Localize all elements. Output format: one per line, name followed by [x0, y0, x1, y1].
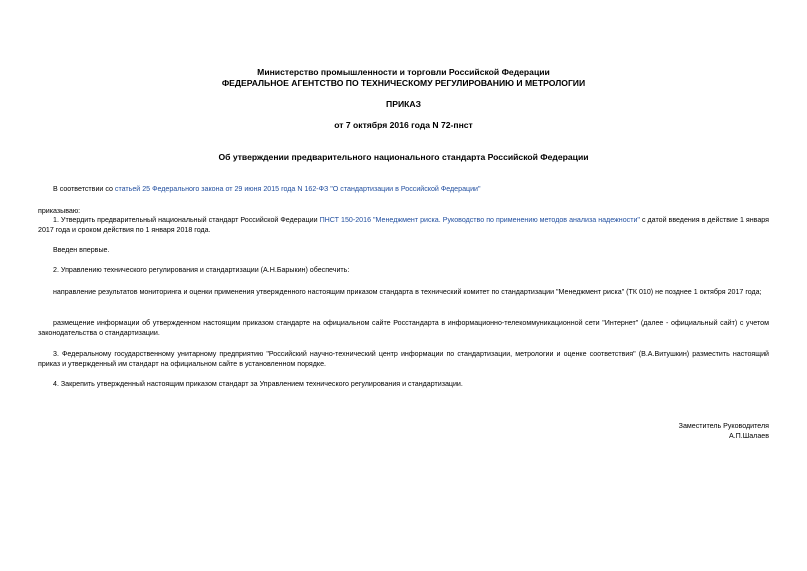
signature-position: Заместитель Руководителя [678, 422, 769, 430]
item-2-paragraph-b: размещение информации об утвержденном настоящим приказом стандарте на официальном сайте Росстандарта в информационно-телекоммуникационной сети "Интернет" (далее - официальный сайт) с учетом законодательства о стандартизации. [38, 319, 769, 337]
standard-link[interactable]: ПНСТ 150-2016 "Менеджмент риска. Руководство по применению методов анализа надежности" [319, 216, 640, 224]
preamble [38, 184, 769, 194]
order-word: приказываю: [38, 207, 81, 215]
introduced-note: Введен впервые. [53, 246, 110, 254]
item-2: 2. Управлению технического регулирования и стандартизации (А.Н.Барыкин) обеспечить: [53, 266, 350, 274]
item-3: 3. Федеральному государственному унитарному предприятию "Российский научно-технический центр информации по стандартизации, метрологии и оценке соответствия" (В.А.Витушкин) разместить настоящий приказ и утвержденный им стандарт на официальном сайте в установленном порядке. [38, 350, 769, 368]
signature-name: А.П.Шалаев [728, 432, 769, 440]
date-and-number: от 7 октября 2016 года N 72-пнст [334, 120, 473, 130]
item-1 [38, 215, 769, 235]
federal-law-link[interactable]: статьей 25 Федерального закона от 29 июня 2015 года N 162-ФЗ "О стандартизации в Российской Федерации" [114, 185, 481, 193]
preamble-prefix: В соответствии со [53, 185, 115, 193]
item-1-suffix: с датой введения в действие 1 января 2017 года и сроком действия по 1 января 2018 года. [38, 216, 770, 234]
agency-name: ФЕДЕРАЛЬНОЕ АГЕНТСТВО ПО ТЕХНИЧЕСКОМУ РЕГУЛИРОВАНИЮ И МЕТРОЛОГИИ [221, 78, 586, 88]
document-title: Об утверждении предварительного национального стандарта Российской Федерации [218, 152, 589, 162]
item-2-paragraph-a: направление результатов мониторинга и оценки применения утвержденного настоящим приказом стандарта в технический комитет по стандартизации "Менеджмент риска" (ТК 010) не позднее 1 октября 2017 года; [53, 288, 762, 296]
item-1-prefix: 1. Утвердить предварительный национальный стандарт Российской Федерации [53, 216, 320, 224]
document-type: ПРИКАЗ [386, 99, 421, 109]
item-4: 4. Закрепить утвержденный настоящим приказом стандарт за Управлением технического регулирования и стандартизации. [53, 380, 463, 388]
ministry-name: Министерство промышленности и торговли Российской Федерации [257, 67, 550, 77]
